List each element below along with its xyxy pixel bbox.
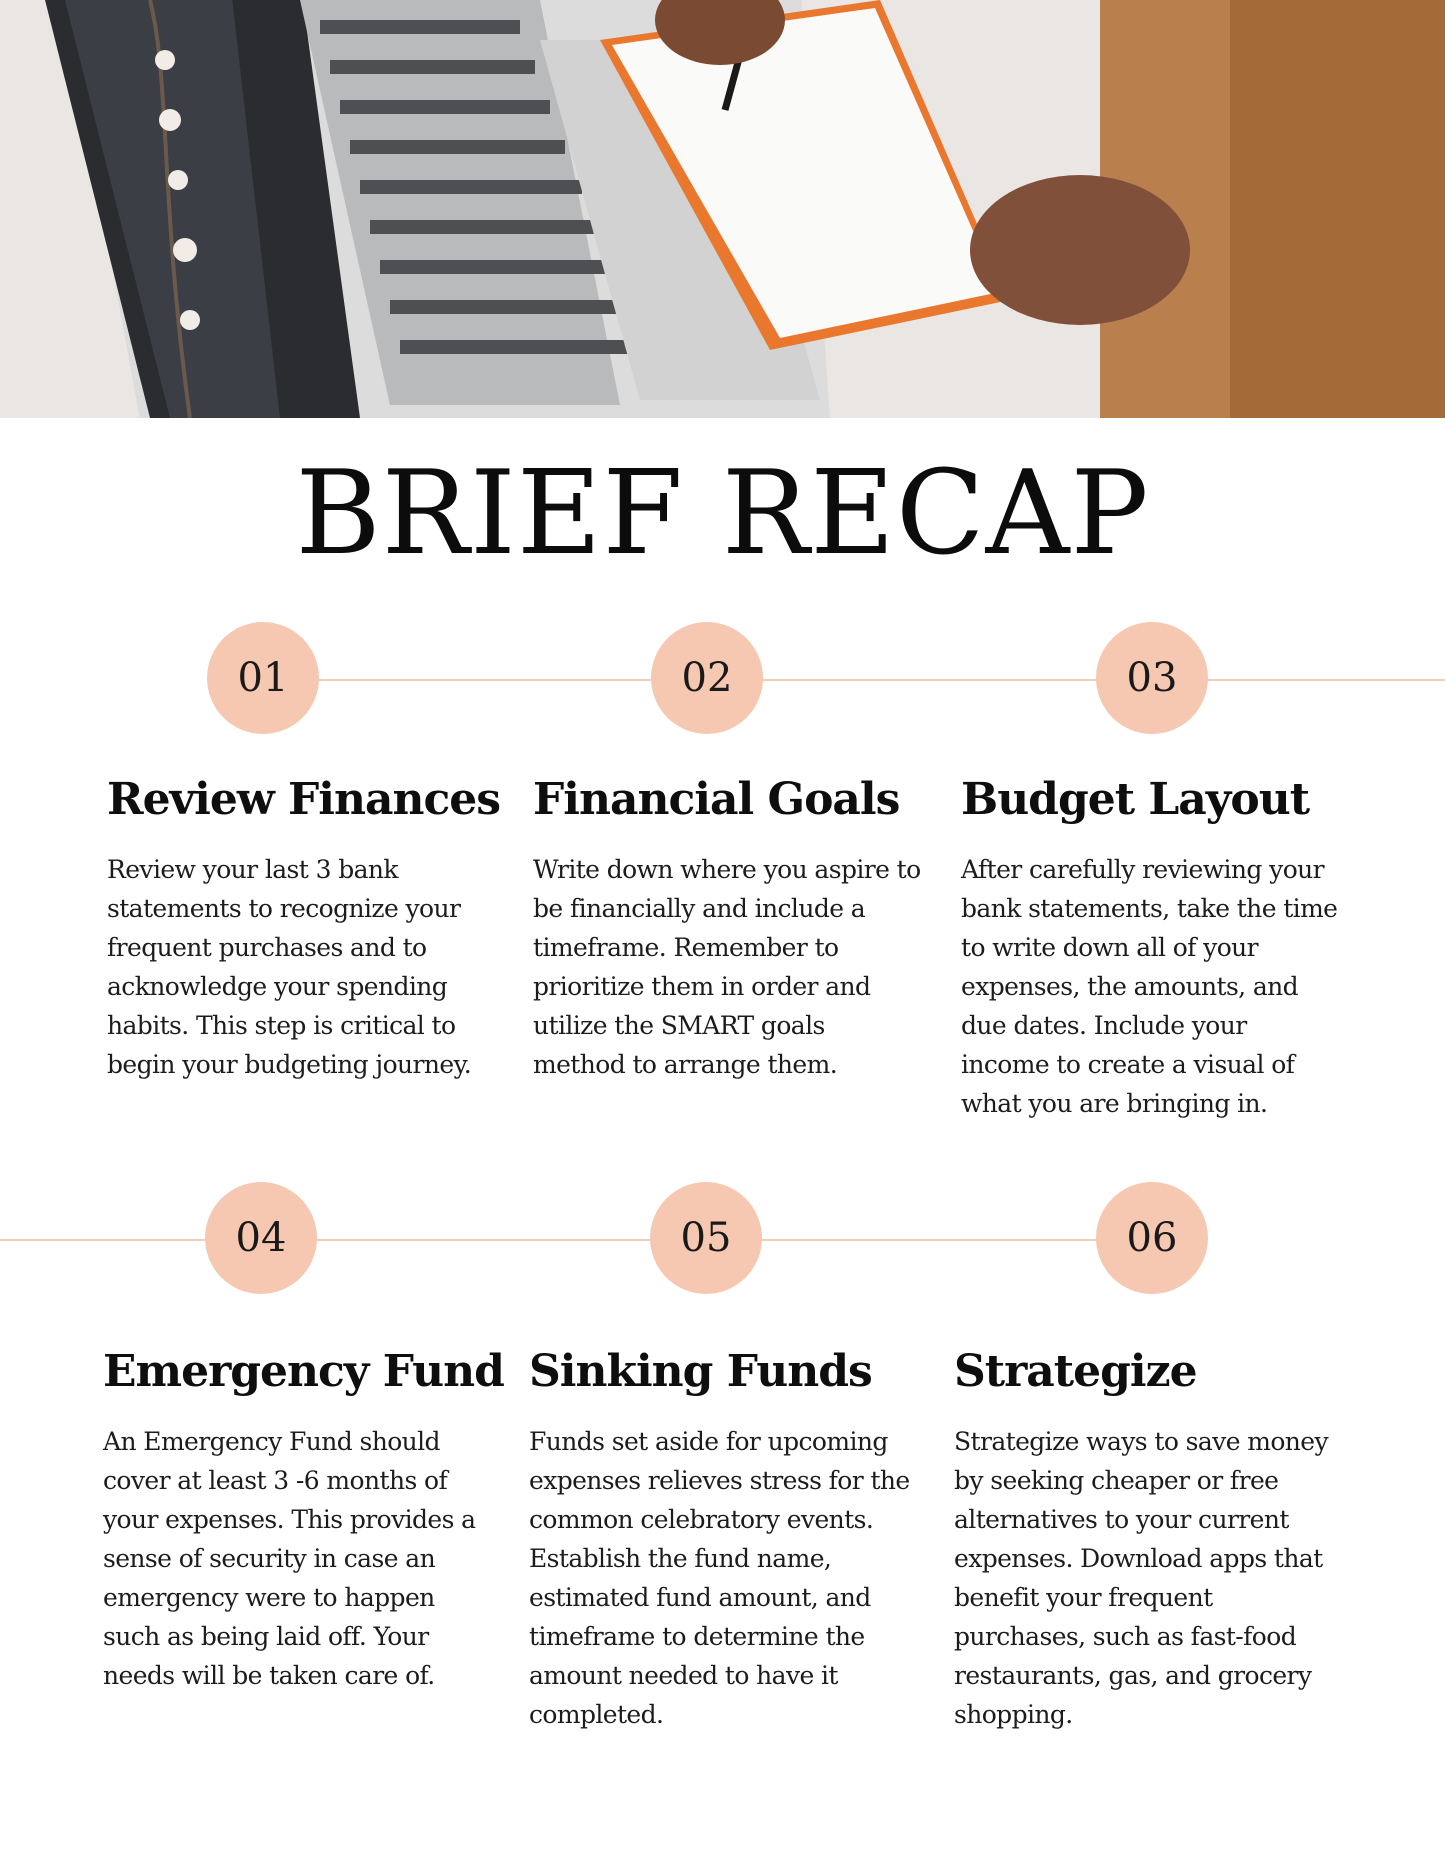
step-number-badge: 03 [1096, 622, 1208, 734]
hero-photo [0, 0, 1445, 418]
step-card-emergency-fund [103, 1346, 504, 1695]
step-heading: Emergency Fund [103, 1346, 504, 1397]
step-description: Strategize ways to save money by seeking cheaper or free alternatives to your current expenses. Download apps that benefit your frequent purchases, such as fast-food restaurants, gas, and grocery shopping. [954, 1427, 1329, 1730]
page-title: BRIEF RECAP [295, 446, 1150, 581]
step-number-badge: 04 [205, 1182, 317, 1294]
hero-illustration [0, 0, 1445, 418]
step-card-strategize [954, 1348, 1340, 1734]
step-card-financial-goals [533, 776, 923, 1084]
step-heading: Budget Layout [961, 774, 1310, 825]
step-card-review-finances [107, 774, 501, 1084]
step-heading: Financial Goals [533, 774, 900, 825]
step-card-budget-layout [961, 776, 1341, 1123]
step-description: After carefully reviewing your bank statements, take the time to write down all of your expenses, the amounts, and due dates. Include your income to create a visual of what you are bringing in. [961, 855, 1338, 1119]
timeline-line-top [318, 679, 1445, 681]
step-number-badge: 02 [651, 622, 763, 734]
step-heading: Review Finances [107, 774, 501, 825]
step-description: Write down where you aspire to be financially and include a timeframe. Remember to prioritize them in order and utilize the SMART goals method to arrange them. [533, 855, 921, 1080]
step-description: Funds set aside for upcoming expenses relieves stress for the common celebratory events. Establish the fund name, estimated fund amount, and timeframe to determine the amount needed to have it completed. [529, 1427, 910, 1730]
step-number-badge: 01 [207, 622, 319, 734]
step-description: An Emergency Fund should cover at least 3 -6 months of your expenses. This provides a sense of security in case an emergency were to happen such as being laid off. Your needs will be taken care of. [103, 1427, 476, 1691]
step-heading: Strategize [954, 1346, 1197, 1397]
step-number-badge: 06 [1096, 1182, 1208, 1294]
step-number-badge: 05 [650, 1182, 762, 1294]
step-heading: Sinking Funds [529, 1346, 872, 1397]
step-description: Review your last 3 bank statements to recognize your frequent purchases and to acknowledge your spending habits. This step is critical to begin your budgeting journey. [107, 855, 472, 1080]
timeline-line-bottom [0, 1239, 1150, 1241]
step-card-sinking-funds [529, 1348, 919, 1734]
